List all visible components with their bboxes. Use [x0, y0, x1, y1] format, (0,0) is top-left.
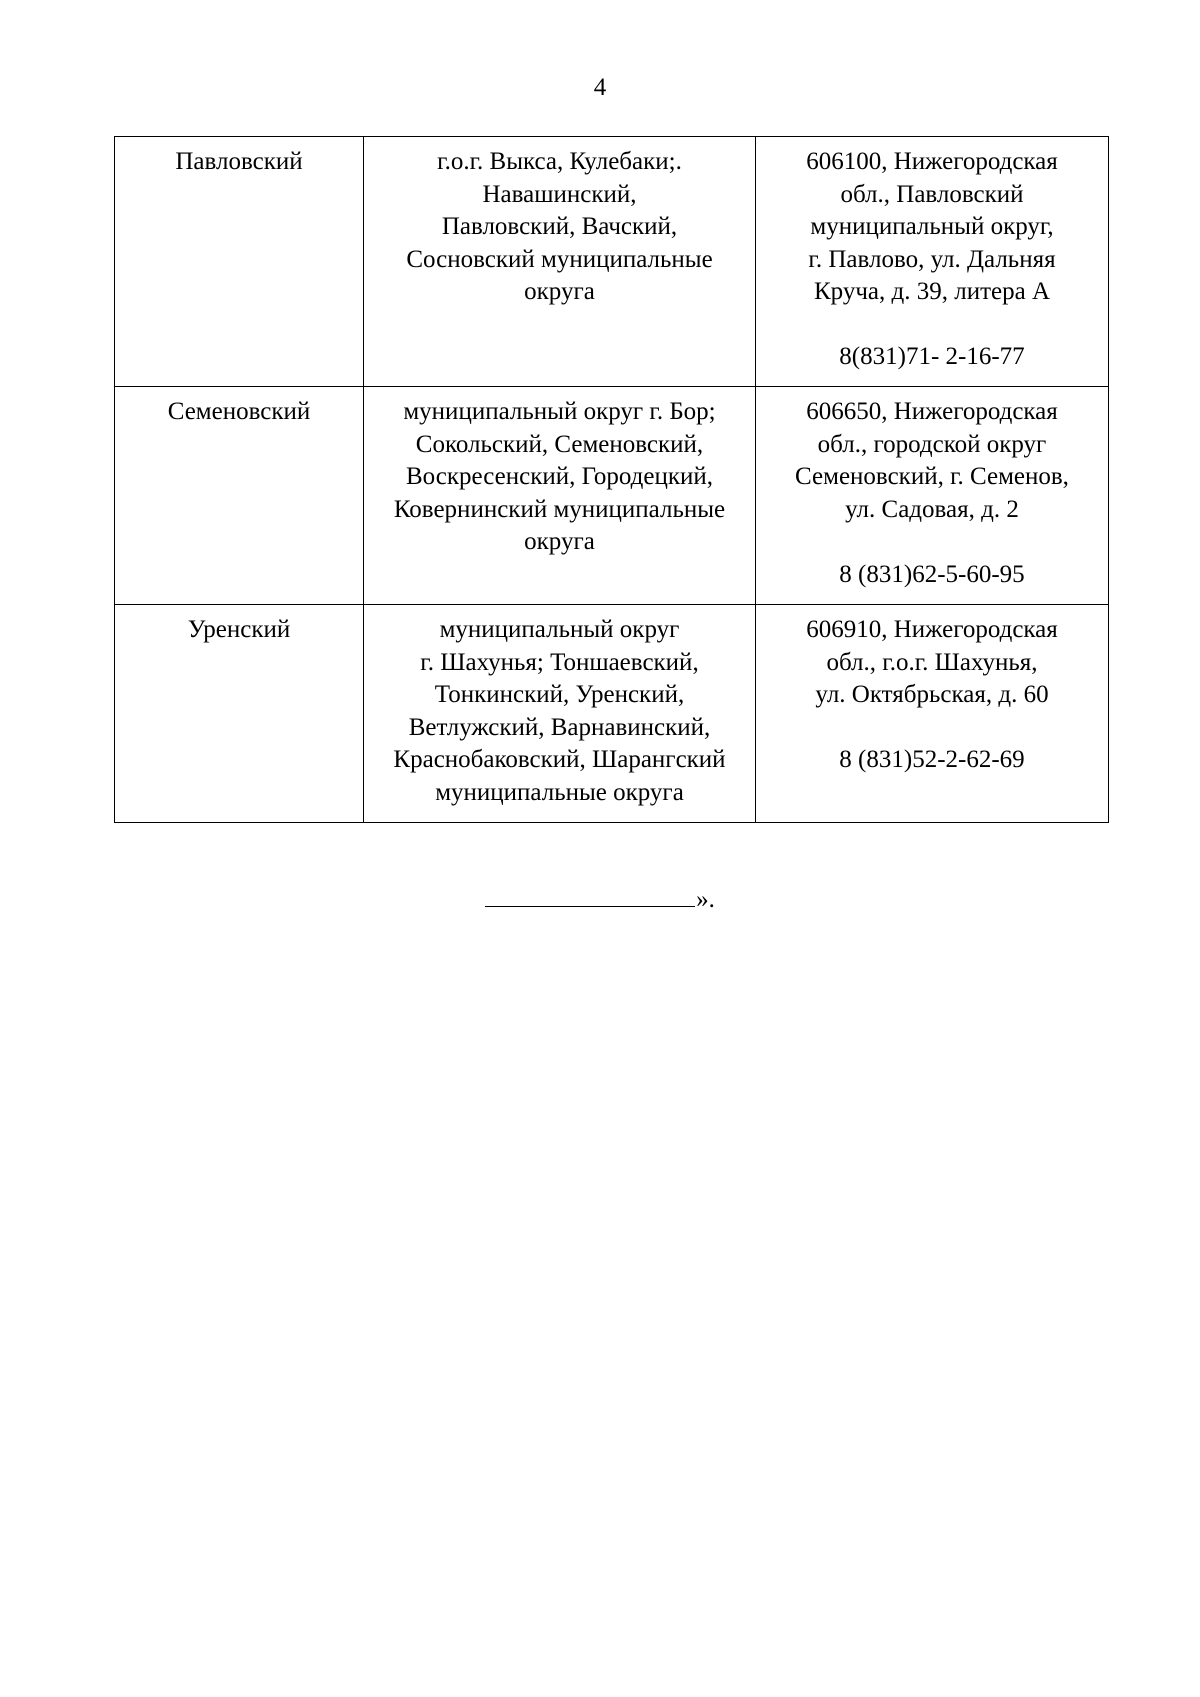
address-line: г. Павлово, ул. Дальняя: [808, 245, 1056, 273]
page-number: 4: [593, 74, 607, 101]
office-name-cell: [115, 137, 364, 387]
address-line: 606100, Нижегородская: [806, 148, 1058, 175]
service-area-line: г.о.г. Выкса, Кулебаки;.: [437, 148, 682, 175]
service-area-line: Сокольский, Семеновский,: [415, 430, 704, 458]
service-area-line: Навашинский,: [482, 180, 637, 208]
contact-cell: [756, 387, 1109, 605]
service-area-line: Павловский, Вачский,: [441, 213, 678, 240]
contact-cell: [756, 137, 1109, 387]
blank-underline: [485, 884, 695, 907]
spacer: [762, 712, 1102, 745]
service-area-line: г. Шахунья; Тоншаевский,: [420, 648, 699, 676]
address-line: 606650, Нижегородская: [806, 398, 1058, 425]
service-area-line: Сосновский муниципальные: [406, 245, 713, 273]
office-name: Павловский: [175, 148, 303, 175]
offices-table: [114, 136, 1109, 823]
closing-line: [0, 884, 1200, 916]
service-area-line: округа: [524, 278, 595, 305]
service-area-line: муниципальный округ г. Бор;: [403, 398, 716, 425]
service-area-cell: [364, 605, 756, 823]
spacer: [762, 526, 1102, 559]
address-line: муниципальный округ,: [810, 213, 1054, 240]
address-line: Семеновский, г. Семенов,: [795, 463, 1069, 490]
spacer: [762, 309, 1102, 342]
service-area-line: Воскресенский, Городецкий,: [405, 463, 714, 490]
closing-quote-mark: ».: [696, 886, 715, 913]
table-row: [115, 387, 1109, 605]
service-area-line: муниципальные округа: [435, 778, 684, 806]
service-area-line: Тонкинский, Уренский,: [434, 681, 685, 708]
phone-number: 8 (831)62-5-60-95: [839, 560, 1025, 588]
service-area-line: Краснобаковский, Шарангский: [393, 746, 726, 773]
table-row: [115, 605, 1109, 823]
table-row: [115, 137, 1109, 387]
phone-number: 8 (831)52-2-62-69: [839, 746, 1025, 773]
service-area-cell: [364, 387, 756, 605]
address-line: обл., городской округ: [817, 430, 1047, 458]
address-line: ул. Садовая, д. 2: [845, 495, 1019, 523]
address-line: ул. Октябрьская, д. 60: [815, 681, 1049, 708]
contact-cell: [756, 605, 1109, 823]
office-name-cell: [115, 387, 364, 605]
office-name-cell: [115, 605, 364, 823]
address-line: Круча, д. 39, литера А: [813, 278, 1050, 305]
office-name: Уренский: [187, 616, 291, 643]
service-area-line: Ветлужский, Варнавинский,: [408, 713, 711, 741]
address-line: обл., Павловский: [840, 180, 1024, 208]
service-area-line: округа: [524, 528, 595, 555]
address-line: обл., г.о.г. Шахунья,: [826, 648, 1038, 676]
office-name: Семеновский: [167, 398, 311, 425]
address-line: 606910, Нижегородская: [806, 616, 1058, 643]
service-area-line: Ковернинский муниципальные: [393, 495, 726, 523]
phone-number: 8(831)71- 2-16-77: [839, 343, 1025, 370]
service-area-line: муниципальный округ: [439, 616, 680, 643]
service-area-cell: [364, 137, 756, 387]
